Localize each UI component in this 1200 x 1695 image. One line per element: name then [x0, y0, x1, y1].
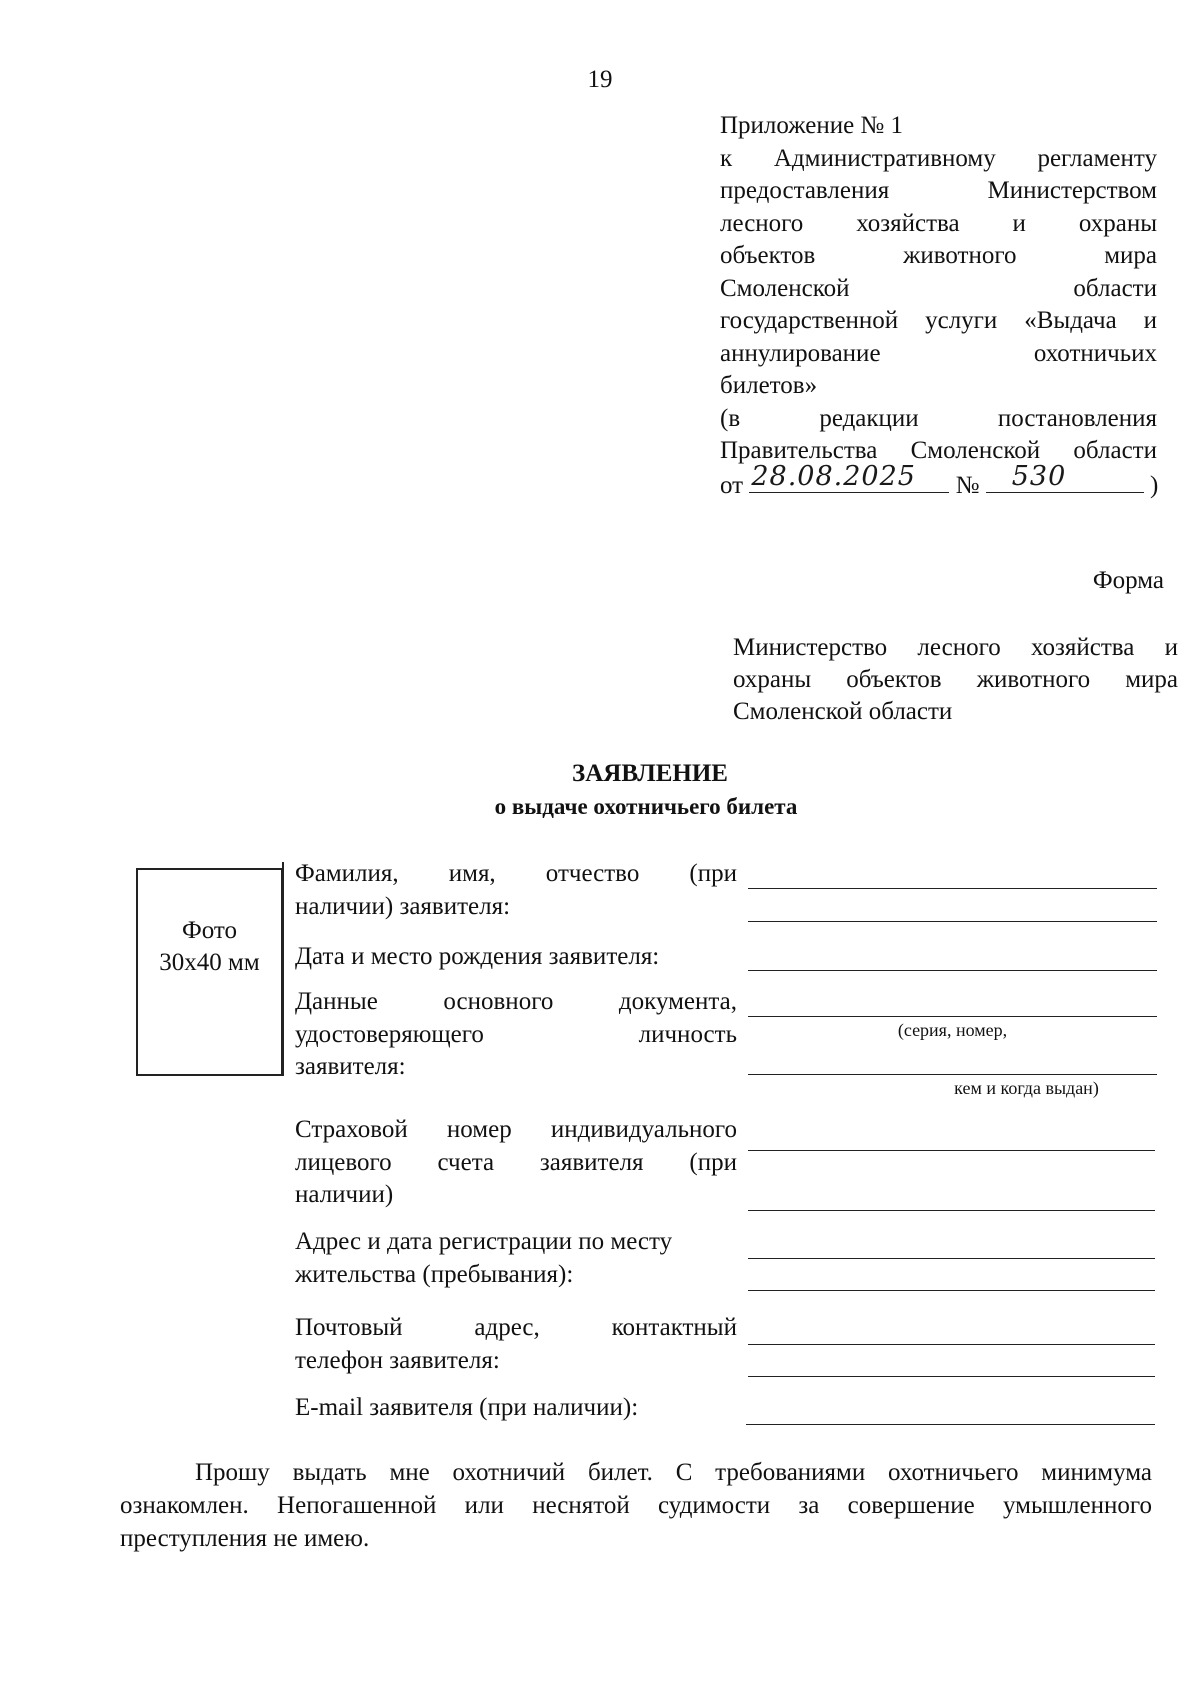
- email-field[interactable]: [746, 1424, 1155, 1425]
- date-prefix: от: [720, 471, 744, 499]
- identity-document-label: [295, 986, 737, 1084]
- ministry-line: охраны объектов животного мира: [733, 666, 1178, 693]
- appendix-line: Смоленской области: [720, 274, 1157, 302]
- ministry-line: Смоленской области: [733, 698, 953, 725]
- label-line: Адрес и дата регистрации по месту: [295, 1228, 673, 1255]
- label-line: лицевого счета заявителя (при: [295, 1148, 737, 1176]
- appendix-line: объектов животного мира: [720, 242, 1157, 269]
- photo-size: 30х40 мм: [159, 949, 260, 976]
- ministry-addressee: [733, 632, 1178, 728]
- label-line: удостоверяющего личность: [295, 1020, 737, 1048]
- photo-divider: [282, 862, 284, 1076]
- identity-hint-series: (серия, номер,: [897, 1020, 1008, 1040]
- form-label: Форма: [1092, 567, 1164, 594]
- appendix-line: предоставления Министерством: [720, 177, 1157, 204]
- postal-label: [295, 1312, 737, 1377]
- full-name-field[interactable]: [748, 888, 1157, 889]
- page-number: 19: [587, 66, 613, 93]
- appendix-line: билетов»: [720, 372, 818, 399]
- appendix-line: (в редакции постановления: [720, 404, 1157, 432]
- label-line: заявителя:: [295, 1053, 406, 1080]
- identity-series-number-field[interactable]: [748, 1016, 1157, 1017]
- handwritten-number: 530: [1011, 461, 1067, 492]
- photo-box: [136, 868, 283, 1076]
- handwritten-date: 28.08.2025: [751, 461, 916, 492]
- date-signature-field: [749, 461, 949, 493]
- closing-paren: ): [1149, 471, 1159, 499]
- snils-field[interactable]: [748, 1150, 1155, 1151]
- number-sign: №: [955, 471, 980, 499]
- identity-issuer-field[interactable]: [748, 1074, 1157, 1075]
- appendix-header: [720, 110, 1157, 500]
- full-name-field-continued[interactable]: [748, 921, 1157, 922]
- statement-paragraph: [120, 1456, 1152, 1555]
- statement-line: преступления не имею.: [120, 1525, 370, 1552]
- appendix-line: аннулирование охотничьих: [720, 339, 1157, 367]
- label-line: жительства (пребывания):: [295, 1260, 574, 1288]
- address-field-continued[interactable]: [748, 1290, 1155, 1291]
- email-label: [295, 1392, 737, 1425]
- snils-label: [295, 1114, 737, 1212]
- address-field[interactable]: [748, 1258, 1155, 1259]
- label-line: телефон заявителя:: [295, 1346, 500, 1374]
- photo-label: Фото: [181, 917, 238, 944]
- statement-line: Прошу выдать мне охотничий билет. С требованиями охотничьего минимума: [195, 1459, 1152, 1486]
- full-name-label: [295, 858, 737, 923]
- label-line: Дата и место рождения заявителя:: [295, 943, 660, 970]
- appendix-line: лесного хозяйства и охраны: [720, 209, 1157, 237]
- address-label: [295, 1226, 737, 1291]
- label-line: E-mail заявителя (при наличии):: [295, 1394, 639, 1421]
- birth-date-place-field[interactable]: [748, 970, 1157, 971]
- label-line: Фамилия, имя, отчество (при: [295, 860, 737, 887]
- label-line: Страховой номер индивидуального: [295, 1116, 737, 1143]
- label-line: Данные основного документа,: [295, 988, 737, 1015]
- snils-field-continued[interactable]: [748, 1210, 1155, 1211]
- postal-phone-field-continued[interactable]: [748, 1376, 1155, 1377]
- postal-phone-field[interactable]: [748, 1344, 1155, 1345]
- label-line: наличии): [295, 1181, 394, 1208]
- ministry-line: Министерство лесного хозяйства и: [733, 634, 1178, 661]
- appendix-line: Правительства Смоленской области: [720, 437, 1157, 464]
- appendix-line: Приложение № 1: [720, 112, 904, 139]
- document-title: ЗАЯВЛЕНИЕ: [572, 760, 728, 787]
- label-line: наличии) заявителя:: [295, 892, 511, 920]
- label-line: Почтовый адрес, контактный: [295, 1314, 737, 1341]
- date-number-line: [720, 461, 1159, 501]
- identity-hint-issuer: кем и когда выдан): [954, 1078, 1099, 1098]
- birth-label: [295, 941, 737, 974]
- statement-line: ознакомлен. Непогашенной или неснятой судимости за совершение умышленного: [120, 1492, 1152, 1519]
- number-signature-field: [986, 461, 1144, 493]
- appendix-line: к Административному регламенту: [720, 144, 1157, 172]
- document-subtitle: о выдаче охотничьего билета: [494, 794, 798, 819]
- appendix-line: государственной услуги «Выдача и: [720, 307, 1157, 334]
